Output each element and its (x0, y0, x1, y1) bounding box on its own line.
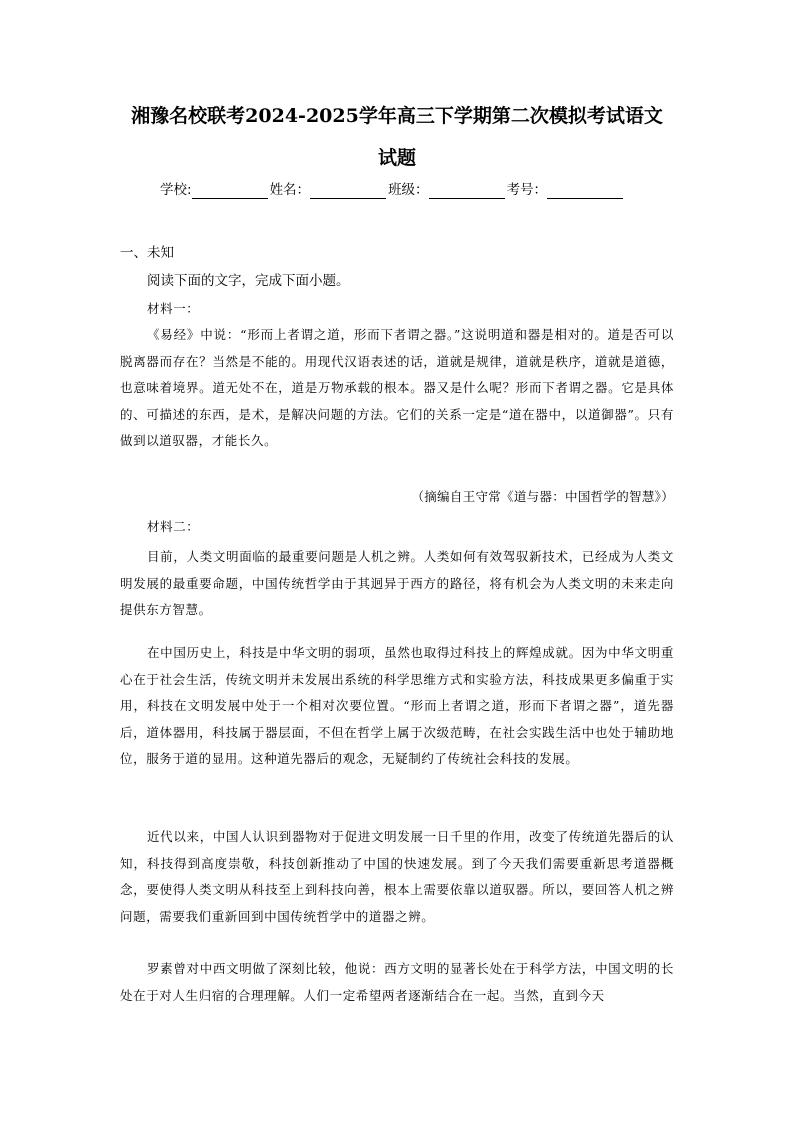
class-blank[interactable] (429, 183, 505, 199)
material-2-paragraph-4: 罗素曾对中西文明做了深刻比较，他说：西方文明的显著长处在于科学方法，中国文明的长处在于对人生归宿的合理理解。人们一定希望两者逐渐结合在一起。当然，直到今天 (120, 961, 674, 1003)
material-2-paragraph-2: 在中国历史上，科技是中华文明的弱项，虽然也取得过科技上的辉煌成就。因为中华文明重心在于社会生活，传统文明并未发展出系统的科学思维方式和实验方法，科技成果更多偏重于实用，科技在文明发展中处于一个相对次要位置。“形而上者谓之道，形而下者谓之器”，道先器后，道体器用，科技属于器层面，不但在哲学上属于次级范畴，在社会实践生活中也处于辅助地位，服务于道的显用。这种道先器后的观念，无疑制约了传统社会科技的发展。 (120, 645, 674, 766)
school-label: 学校: (160, 182, 192, 198)
material-1-label: 材料一： (147, 301, 200, 316)
material-1-paragraph: 《易经》中说：“形而上者谓之道，形而下者谓之器。”这说明道和器是相对的。道是否可以脱离器而存在？当然是不能的。用现代汉语表述的话，道就是规律，道就是秩序，道就是道德，也意味着境界。道无处不在，道是万物承载的根本。器又是什么呢？形而下者谓之器。它是具体的、可描述的东西，是术，是解决问题的方法。它们的关系一定是“道在器中，以道御器”。只有做到以道驭器，才能长久。 (120, 327, 674, 448)
section-heading: 一、未知 (120, 245, 174, 261)
material-2-paragraph-3: 近代以来，中国人认识到器物对于促进文明发展一日千里的作用，改变了传统道先器后的认知，科技得到高度崇敬，科技创新推动了中国的快速发展。到了今天我们需要重新思考道器概念，要使得人类文明从科技至上到科技向善，根本上需要依靠以道驭器。所以，要回答人机之辨问题，需要我们重新回到中国传统哲学中的道器之辨。 (120, 829, 674, 924)
student-info-row (160, 181, 640, 199)
number-label: 考号： (506, 182, 548, 198)
class-label: 班级： (388, 182, 429, 198)
reading-instruction: 阅读下面的文字，完成下面小题。 (147, 273, 350, 289)
document-title-line-1: 湘豫名校联考2024-2025学年高三下学期第二次模拟考试语文 (131, 105, 663, 127)
document-title-line-2: 试题 (377, 147, 416, 169)
material-1-source: （摘编自王守常《道与器：中国哲学的智慧》） (411, 489, 674, 504)
school-blank[interactable] (192, 183, 268, 199)
name-blank[interactable] (310, 183, 386, 199)
name-label: 姓名： (269, 182, 311, 198)
material-2-label: 材料二： (147, 519, 200, 534)
material-2-paragraph-1: 目前，人类文明面临的最重要问题是人机之辨。人类如何有效驾驭新技术，已经成为人类文明发展的最重要命题，中国传统哲学由于其迥异于西方的路径，将有机会为人类文明的未来走向提供东方智慧。 (120, 549, 674, 617)
number-blank[interactable] (547, 183, 623, 199)
